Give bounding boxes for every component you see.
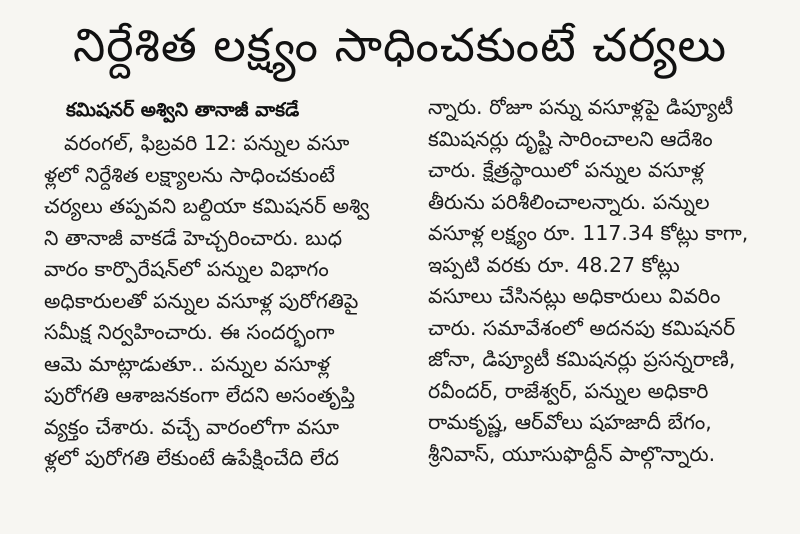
article-byline: కమిషనర్ అశ్విని తానాజీ వాకడే	[66, 99, 300, 121]
article-line: వ్యక్తం చేశారు. వచ్చే వారంలోగా వసూ	[44, 414, 340, 439]
article-line: ళ్లలో పురోగతి లేకుంటే ఉపేక్షించేది లేద	[44, 446, 339, 470]
article-line: అధికారులతో పన్నుల వసూళ్ల పురోగతిపై	[44, 288, 359, 313]
article-line: ఆమె మాట్లాడుతూ.. పన్నుల వసూళ్ల	[44, 351, 331, 376]
article-line: వరంగల్, ఫిబ్రవరి 12: పన్నుల వసూ	[64, 131, 350, 155]
article-line: ని తానాజీ వాకడే హెచ్చరించారు. బుధ	[44, 225, 343, 250]
article-column-right	[428, 92, 788, 470]
article-column-left	[44, 92, 406, 475]
article-line: న్నారు. రోజూ పన్ను వసూళ్లపై డిప్యూటీ	[428, 95, 734, 119]
article-line: రవీందర్, రాజేశ్వర్, పన్నుల అధికారి	[428, 378, 709, 403]
article-line: వారం కార్పొరేషన్‌లో పన్నుల విభాగం	[44, 257, 329, 281]
article-line: చర్యలు తప్పవని బల్దియా కమిషనర్ అశ్వి	[44, 194, 370, 218]
article-line: వసూలు చేసినట్లు అధికారులు వివరిం	[428, 284, 721, 308]
article-line: పురోగతి ఆశాజనకంగా లేదని అసంతృప్తి	[44, 383, 356, 407]
article-line: వసూళ్ల లక్ష్యం రూ. 117.34 కోట్లు కాగా,	[428, 221, 749, 245]
article-headline: నిర్దేశిత లక్ష్యం సాధించకుంటే చర్యలు	[72, 18, 728, 72]
article-line: జోనా, డిప్యూటీ కమిషనర్లు ప్రసన్నరాణి,	[428, 347, 736, 371]
article-line: తీరును పరిశీలించాలన్నారు. పన్నుల	[428, 189, 710, 214]
article-line: ఇప్పటి వరకు రూ. 48.27 కోట్లు	[428, 252, 680, 277]
article-line: చారు. క్షేత్రస్థాయిలో పన్నుల వసూళ్ల	[428, 158, 705, 182]
article-line: సమీక్ష నిర్వహించారు. ఈ సందర్భంగా	[44, 320, 335, 344]
article-line: రామకృష్ణ, ఆర్‌వోలు షహజాదీ బేగం,	[428, 410, 712, 434]
article-line: చారు. సమావేశంలో అదనపు కమిషనర్	[428, 315, 736, 340]
article-line: ళ్లలో నిర్దేశిత లక్ష్యాలను సాధించకుంటే	[44, 162, 335, 187]
article-line: శ్రీనివాస్, యూసుఫొద్దీన్ పాల్గొన్నారు.	[428, 441, 716, 466]
article-line: కమిషనర్లు దృష్టి సారించాలని ఆదేశిం	[428, 126, 713, 151]
